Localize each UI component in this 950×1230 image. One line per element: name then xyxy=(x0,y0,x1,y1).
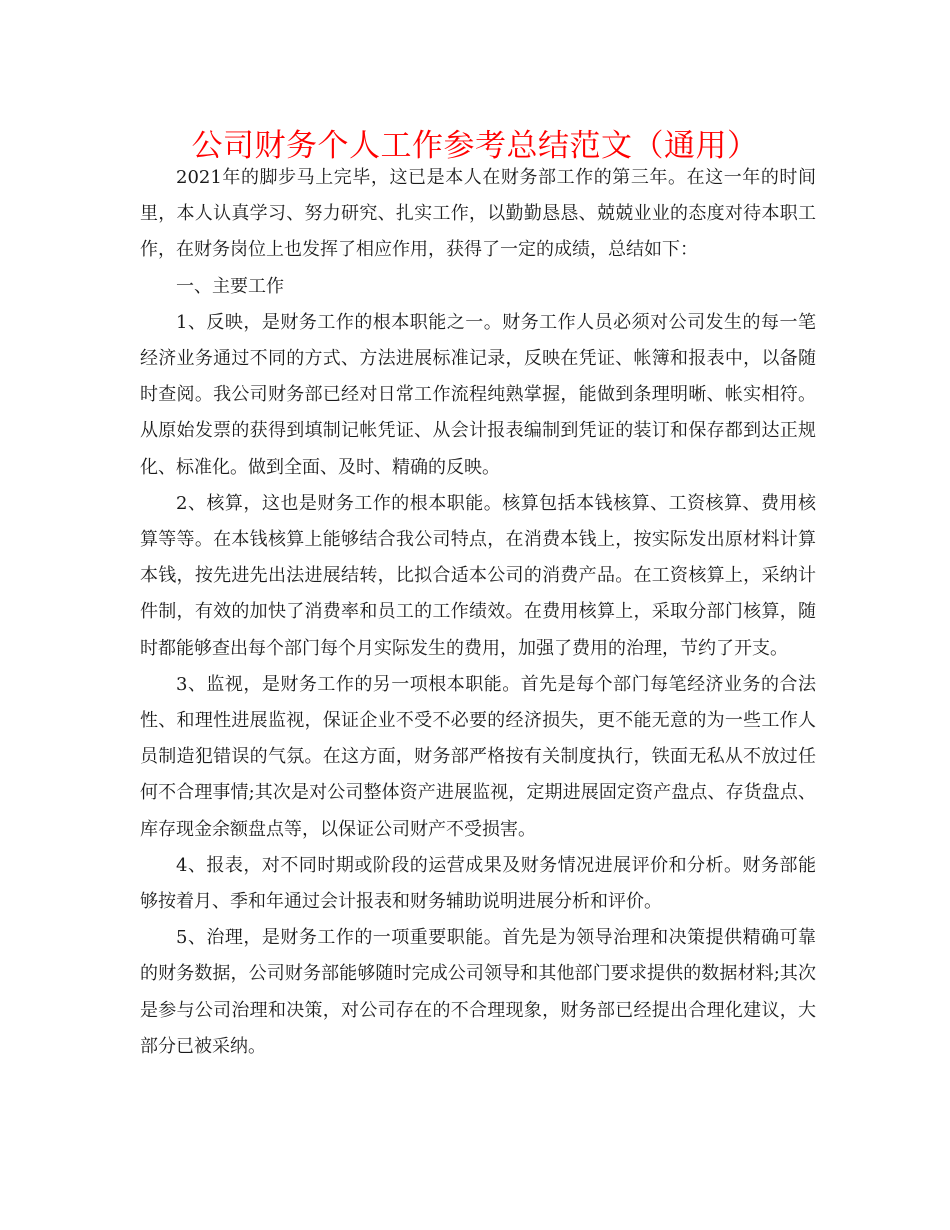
paragraph-item-5: 5、治理，是财务工作的一项重要职能。首先是为领导治理和决策提供精确可靠的财务数据，公司财务部能够随时完成公司领导和其他部门要求提供的数据材料;其次是参与公司治理和决策，对公司存在的不合理现象，财务部已经提出合理化建议，大部分已被采纳。 xyxy=(140,927,816,1057)
paragraph-item-2: 2、核算，这也是财务工作的根本职能。核算包括本钱核算、工资核算、费用核算等等。在本钱核算上能够结合我公司特点，在消费本钱上，按实际发出原材料计算本钱，按先进先出法进展结转，比拟合适本公司的消费产品。在工资核算上，采纳计件制，有效的加快了消费率和员工的工作绩效。在费用核算上，采取分部门核算，随时都能够查出每个部门每个月实际发生的费用，加强了费用的治理，节约了开支。 xyxy=(140,492,816,659)
paragraph-item-1: 1、反映，是财务工作的根本职能之一。财务工作人员必须对公司发生的每一笔经济业务通过不同的方式、方法进展标准记录，反映在凭证、帐簿和报表中，以备随时查阅。我公司财务部已经对日常工作流程纯熟掌握，能做到条理明晰、帐实相符。从原始发票的获得到填制记帐凭证、从会计报表编制到凭证的装订和保存都到达正规化、标准化。做到全面、及时、精确的反映。 xyxy=(140,311,816,478)
document-body xyxy=(140,160,816,1065)
paragraph-item-3: 3、监视，是财务工作的另一项根本职能。首先是每个部门每笔经济业务的合法性、和理性进展监视，保证企业不受不必要的经济损失，更不能无意的为一些工作人员制造犯错误的气氛。在这方面，财务部严格按有关制度执行，铁面无私从不放过任何不合理事情;其次是对公司整体资产进展监视，定期进展固定资产盘点、存货盘点、库存现金余额盘点等，以保证公司财产不受损害。 xyxy=(140,673,816,840)
paragraph-item-4: 4、报表，对不同时期或阶段的运营成果及财务情况进展评价和分析。财务部能够按着月、季和年通过会计报表和财务辅助说明进展分析和评价。 xyxy=(140,854,816,913)
document-title: 公司财务个人工作参考总结范文（通用） xyxy=(191,128,759,164)
section-heading-main-work: 一、主要工作 xyxy=(176,275,284,297)
paragraph-intro: 2021年的脚步马上完毕，这已是本人在财务部工作的第三年。在这一年的时间里，本人认真学习、努力研究、扎实工作，以勤勤恳恳、兢兢业业的态度对待本职工作，在财务岗位上也发挥了相应作用，获得了一定的成绩，总结如下： xyxy=(140,167,816,261)
